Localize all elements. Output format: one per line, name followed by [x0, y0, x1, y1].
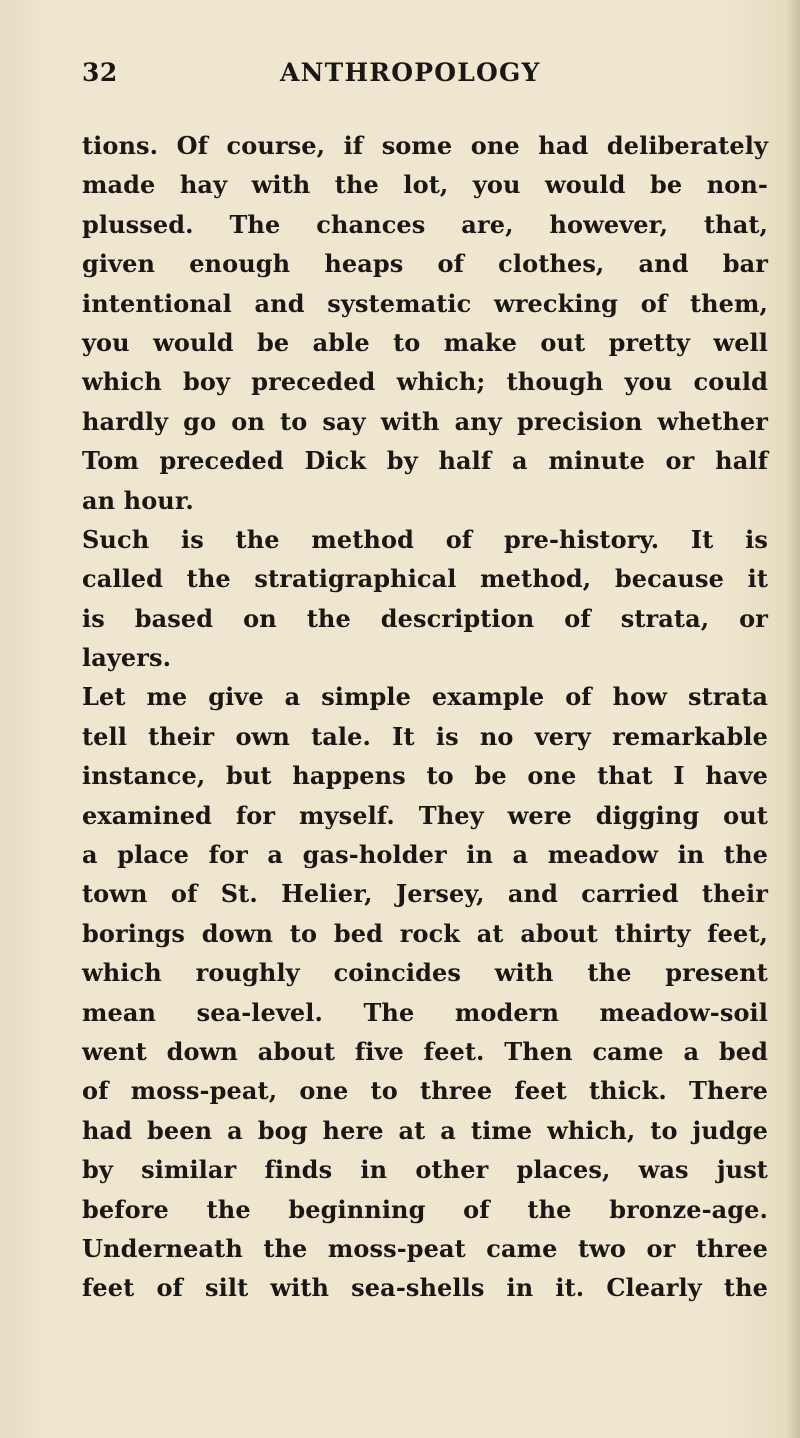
text-line: an hour.	[82, 485, 194, 515]
text-line: Underneath the moss-peat came two or three	[82, 1233, 768, 1263]
text-line: which roughly coincides with the present	[82, 958, 768, 988]
body-text	[82, 126, 768, 1308]
text-line: layers.	[82, 643, 172, 673]
text-line: went down about five feet. Then came a bed	[82, 1036, 768, 1066]
text-line: a place for a gas-holder in a meadow in the	[82, 840, 768, 870]
text-line: instance, but happens to be one that I have	[82, 761, 768, 791]
text-line: by similar finds in other places, was just	[82, 1155, 768, 1185]
text-line: Let me give a simple example of how strata	[82, 682, 768, 712]
text-line: examined for myself. They were digging out	[82, 800, 768, 830]
text-line: Such is the method of pre-history. It is	[82, 524, 768, 554]
text-line: which boy preceded which; though you could	[82, 367, 768, 397]
text-line: borings down to bed rock at about thirty feet,	[82, 918, 768, 948]
text-line: hardly go on to say with any precision whether	[82, 406, 768, 436]
text-line: plussed. The chances are, however, that,	[82, 209, 768, 239]
text-line: had been a bog here at a time which, to judge	[82, 1115, 768, 1145]
page-edge-shadow	[786, 0, 800, 1438]
text-line: is based on the description of strata, or	[82, 603, 768, 633]
page-number: 32	[82, 58, 118, 87]
text-line: Tom preceded Dick by half a minute or half	[82, 446, 768, 476]
text-line: feet of silt with sea-shells in it. Clearly the	[82, 1273, 768, 1303]
text-line: intentional and systematic wrecking of them,	[82, 288, 768, 318]
text-line: given enough heaps of clothes, and bar	[82, 249, 768, 279]
text-line: called the stratigraphical method, because it	[82, 564, 768, 594]
text-line: tell their own tale. It is no very remarkable	[82, 721, 768, 751]
text-line: of moss-peat, one to three feet thick. There	[82, 1076, 768, 1106]
text-line: tions. Of course, if some one had deliberately	[82, 131, 768, 160]
running-head: ANTHROPOLOGY	[280, 58, 541, 87]
page-header	[82, 58, 782, 98]
text-line: made hay with the lot, you would be non-	[82, 170, 768, 200]
text-line: mean sea-level. The modern meadow-soil	[82, 997, 768, 1027]
text-line: before the beginning of the bronze-age.	[82, 1194, 768, 1224]
text-line: town of St. Helier, Jersey, and carried their	[82, 879, 768, 909]
text-line: you would be able to make out pretty well	[82, 327, 768, 357]
